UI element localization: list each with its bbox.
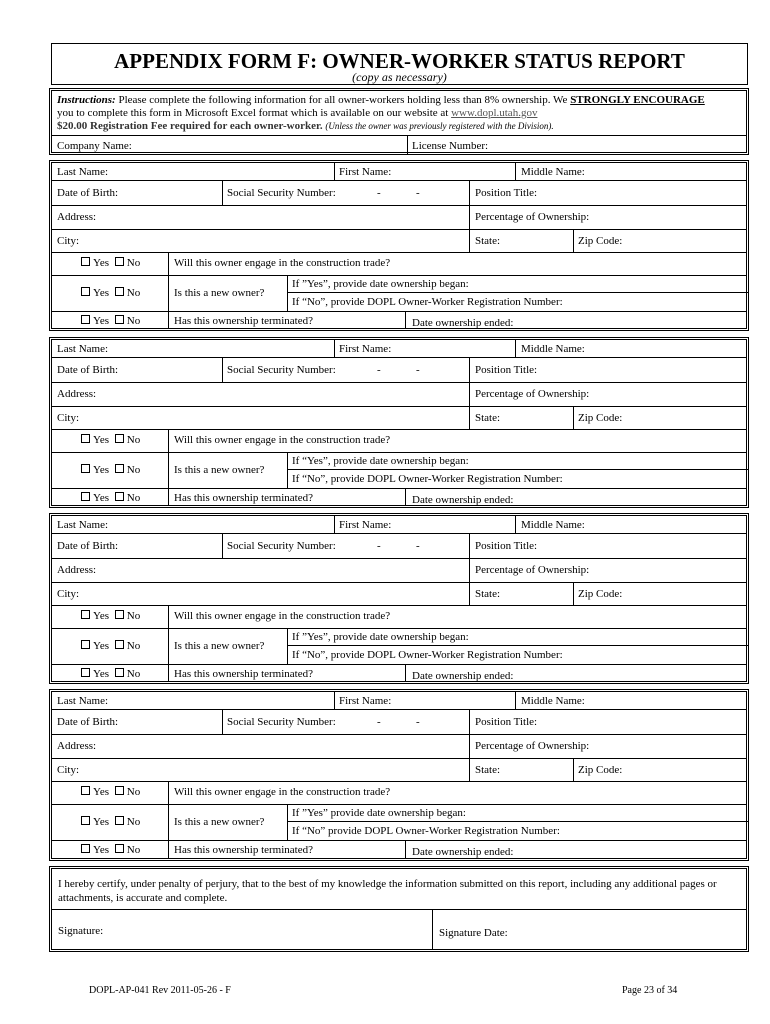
no-label: No [126,610,141,622]
address-field[interactable]: Address: [57,388,97,400]
signature-date-field[interactable]: Signature Date: [439,927,508,939]
yes-label: Yes [93,610,110,622]
no-checkbox[interactable] [115,287,124,296]
yes-checkbox[interactable] [81,287,90,296]
yes-checkbox[interactable] [81,492,90,501]
first-name-field[interactable]: First Name: [339,343,392,355]
ssn-dash-2: - [416,540,420,552]
yes-checkbox[interactable] [81,434,90,443]
owner-block [49,689,749,861]
construction-yes-no[interactable] [81,434,140,446]
certification-text-1: I hereby certify, under penalty of perjury, that to the best of my knowledge the information submitted on this report, including any additional pages or [58,878,717,890]
instructions-text-1: Please complete the following information for all owner-workers holding less than 8% ownership. We [118,94,568,106]
instructions-label: Instructions: [57,94,116,106]
ssn-dash-1: - [377,187,381,199]
first-name-field[interactable]: First Name: [339,695,392,707]
no-checkbox[interactable] [115,668,124,677]
construction-question: Will this owner engage in the construction trade? [174,786,391,798]
yes-label: Yes [93,257,110,269]
yes-label: Yes [93,434,110,446]
ssn-field[interactable]: Social Security Number: [227,187,336,199]
date-of-birth-field[interactable]: Date of Birth: [57,716,119,728]
ssn-dash-1: - [377,364,381,376]
certification-text-2: attachments, is accurate and complete. [58,892,228,904]
new-owner-question: Is this a new owner? [174,287,265,299]
zip-code-field[interactable]: Zip Code: [578,412,623,424]
construction-yes-no[interactable] [81,610,140,622]
date-of-birth-field[interactable]: Date of Birth: [57,187,119,199]
no-checkbox[interactable] [115,844,124,853]
no-label: No [126,492,141,504]
ownership-percentage-field[interactable]: Percentage of Ownership: [475,564,590,576]
registration-number-field[interactable]: If “No”, provide DOPL Owner-Worker Registration Number: [292,473,563,485]
no-label: No [126,668,141,680]
first-name-field[interactable]: First Name: [339,166,392,178]
terminated-yes-no[interactable] [81,492,140,504]
certification-box [49,866,749,952]
no-label: No [126,287,141,299]
new-owner-yes-no[interactable] [81,464,140,476]
form-title: APPENDIX FORM F: OWNER-WORKER STATUS REPORT [114,49,685,73]
last-name-field[interactable]: Last Name: [57,519,109,531]
middle-name-field[interactable]: Middle Name: [521,343,585,355]
registration-number-field[interactable]: If “No”, provide DOPL Owner-Worker Registration Number: [292,649,563,661]
no-label: No [126,816,141,828]
no-label: No [126,464,141,476]
first-name-field[interactable]: First Name: [339,519,392,531]
owner-block [49,513,749,684]
yes-label: Yes [93,668,110,680]
registration-number-field[interactable]: If “No”, provide DOPL Owner-Worker Registration Number: [292,296,563,308]
new-owner-yes-no[interactable] [81,816,140,828]
date-ownership-ended-field[interactable]: Date ownership ended: [412,494,514,506]
no-label: No [126,315,141,327]
city-field[interactable]: City: [57,235,80,247]
yes-checkbox[interactable] [81,610,90,619]
ssn-dash-2: - [416,364,420,376]
new-owner-yes-no[interactable] [81,287,140,299]
city-field[interactable]: City: [57,588,80,600]
footer-page-number: Page 23 of 34 [622,985,678,996]
yes-checkbox[interactable] [81,844,90,853]
yes-label: Yes [93,816,110,828]
no-checkbox[interactable] [115,434,124,443]
registration-number-field[interactable]: If “No” provide DOPL Owner-Worker Registration Number: [292,825,560,837]
no-checkbox[interactable] [115,816,124,825]
website-link[interactable]: www.dopl.utah.gov [451,107,538,119]
no-checkbox[interactable] [115,786,124,795]
position-title-field[interactable]: Position Title: [475,716,538,728]
ssn-dash-1: - [377,716,381,728]
footer-form-id: DOPL-AP-041 Rev 2011-05-26 - F [89,985,231,996]
state-field[interactable]: State: [475,412,501,424]
ssn-field[interactable]: Social Security Number: [227,716,336,728]
title-box [51,43,748,85]
instructions-line-2 [57,107,537,119]
date-of-birth-field[interactable]: Date of Birth: [57,364,119,376]
state-field[interactable]: State: [475,235,501,247]
last-name-field[interactable]: Last Name: [57,343,109,355]
construction-question: Will this owner engage in the construction trade? [174,434,391,446]
form-subtitle: (copy as necessary) [352,70,447,84]
instructions-box [49,88,749,155]
address-field[interactable]: Address: [57,211,97,223]
license-number-field[interactable]: License Number: [412,140,489,152]
construction-yes-no[interactable] [81,786,140,798]
no-checkbox[interactable] [115,257,124,266]
yes-checkbox[interactable] [81,816,90,825]
zip-code-field[interactable]: Zip Code: [578,764,623,776]
position-title-field[interactable]: Position Title: [475,364,538,376]
terminated-question: Has this ownership terminated? [174,492,313,504]
new-owner-question: Is this a new owner? [174,464,265,476]
position-title-field[interactable]: Position Title: [475,540,538,552]
no-label: No [126,844,141,856]
signature-field[interactable]: Signature: [58,925,104,937]
date-of-birth-field[interactable]: Date of Birth: [57,540,119,552]
no-label: No [126,434,141,446]
ownership-percentage-field[interactable]: Percentage of Ownership: [475,740,590,752]
date-ownership-ended-field[interactable]: Date ownership ended: [412,670,514,682]
yes-label: Yes [93,844,110,856]
yes-label: Yes [93,640,110,652]
terminated-question: Has this ownership terminated? [174,315,313,327]
construction-question: Will this owner engage in the construction trade? [174,610,391,622]
date-ownership-began-field[interactable]: If ”Yes” provide date ownership began: [292,807,466,819]
date-ownership-ended-field[interactable]: Date ownership ended: [412,317,514,329]
owner-block [49,337,749,508]
date-ownership-began-field[interactable]: If “Yes”, provide date ownership began: [292,455,469,467]
company-name-field[interactable]: Company Name: [57,140,132,152]
last-name-field[interactable]: Last Name: [57,166,109,178]
yes-label: Yes [93,287,110,299]
terminated-yes-no[interactable] [81,844,140,856]
position-title-field[interactable]: Position Title: [475,187,538,199]
yes-checkbox[interactable] [81,786,90,795]
terminated-question: Has this ownership terminated? [174,844,313,856]
middle-name-field[interactable]: Middle Name: [521,519,585,531]
no-checkbox[interactable] [115,464,124,473]
new-owner-question: Is this a new owner? [174,816,265,828]
ssn-field[interactable]: Social Security Number: [227,364,336,376]
construction-yes-no[interactable] [81,257,140,269]
state-field[interactable]: State: [475,588,501,600]
no-label: No [126,257,141,269]
ssn-field[interactable]: Social Security Number: [227,540,336,552]
date-ownership-ended-field[interactable]: Date ownership ended: [412,846,514,858]
registration-fee: $20.00 Registration Fee required for each owner-worker. [57,120,323,132]
instructions-line-1 [57,94,705,106]
date-ownership-began-field[interactable]: If ”Yes”, provide date ownership began: [292,278,469,290]
yes-label: Yes [93,786,110,798]
yes-label: Yes [93,464,110,476]
instructions-text-2: you to complete this form in Microsoft Excel format which is available on our website at [57,107,449,119]
new-owner-yes-no[interactable] [81,640,140,652]
yes-label: Yes [93,315,110,327]
terminated-question: Has this ownership terminated? [174,668,313,680]
terminated-yes-no[interactable] [81,668,140,680]
zip-code-field[interactable]: Zip Code: [578,588,623,600]
yes-checkbox[interactable] [81,257,90,266]
terminated-yes-no[interactable] [81,315,140,327]
middle-name-field[interactable]: Middle Name: [521,695,585,707]
address-field[interactable]: Address: [57,564,97,576]
last-name-field[interactable]: Last Name: [57,695,109,707]
no-label: No [126,786,141,798]
yes-checkbox[interactable] [81,640,90,649]
owner-block [49,160,749,331]
yes-checkbox[interactable] [81,315,90,324]
no-checkbox[interactable] [115,610,124,619]
city-field[interactable]: City: [57,764,80,776]
yes-label: Yes [93,492,110,504]
no-label: No [126,640,141,652]
no-checkbox[interactable] [115,492,124,501]
ssn-dash-1: - [377,540,381,552]
zip-code-field[interactable]: Zip Code: [578,235,623,247]
construction-question: Will this owner engage in the construction trade? [174,257,391,269]
city-field[interactable]: City: [57,412,80,424]
no-checkbox[interactable] [115,315,124,324]
yes-checkbox[interactable] [81,668,90,677]
ssn-dash-2: - [416,187,420,199]
instructions-emphasis: STRONGLY ENCOURAGE [570,94,705,106]
middle-name-field[interactable]: Middle Name: [521,166,585,178]
date-ownership-began-field[interactable]: If ”Yes”, provide date ownership began: [292,631,469,643]
registration-fee-note: (Unless the owner was previously registered with the Division). [325,121,554,131]
ownership-percentage-field[interactable]: Percentage of Ownership: [475,211,590,223]
no-checkbox[interactable] [115,640,124,649]
new-owner-question: Is this a new owner? [174,640,265,652]
state-field[interactable]: State: [475,764,501,776]
instructions-line-3 [57,120,554,132]
ssn-dash-2: - [416,716,420,728]
ownership-percentage-field[interactable]: Percentage of Ownership: [475,388,590,400]
address-field[interactable]: Address: [57,740,97,752]
yes-checkbox[interactable] [81,464,90,473]
